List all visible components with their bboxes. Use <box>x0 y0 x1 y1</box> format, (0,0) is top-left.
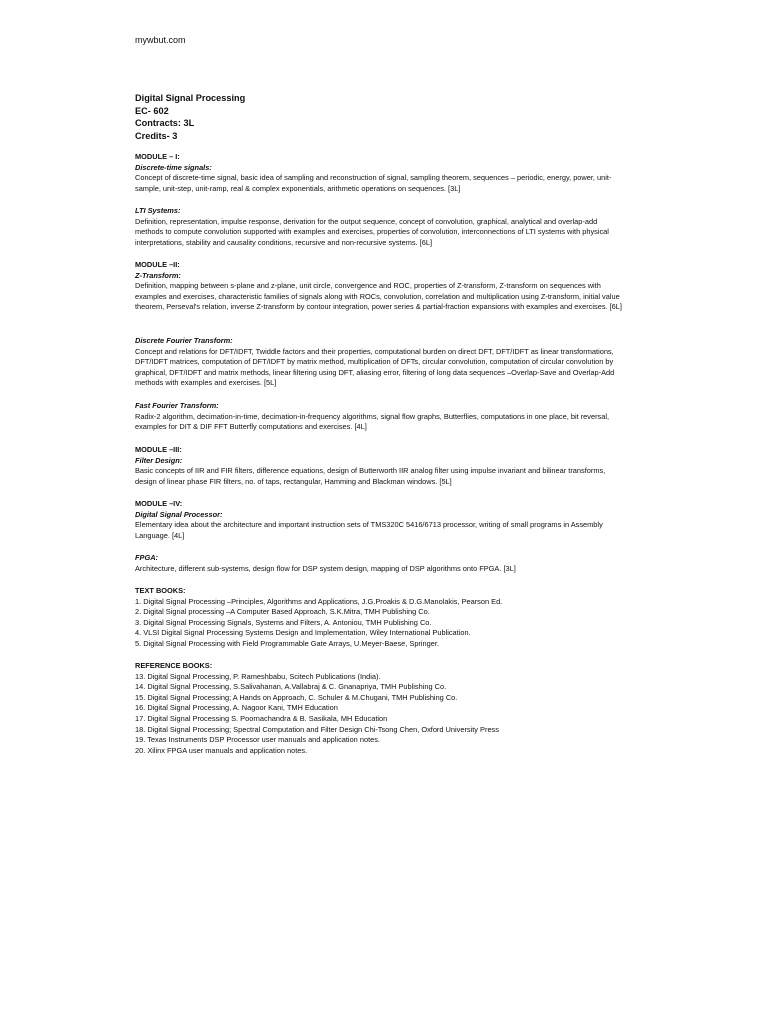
section-text: Radix-2 algorithm, decimation-in-time, decimation-in-frequency algorithms, signal flow graphs, Butterflies, computations in one place, bit reversal, examples for DIT & DIF FFT Butterfly computations and exercises. [4L] <box>135 411 610 432</box>
list-item: 5. Digital Signal Processing with Field Programmable Gate Arrays, U.Meyer-Baese, Springer. <box>135 638 439 648</box>
course-code: EC- 602 <box>135 105 169 116</box>
module-1-lti <box>135 206 627 248</box>
module-1 <box>135 152 627 194</box>
section-title: Fast Fourier Transform: <box>135 401 219 410</box>
module-4 <box>135 499 627 541</box>
section-title: Z-Transform: <box>135 270 181 280</box>
site-url: mywbut.com <box>135 35 186 45</box>
section-title: FPGA: <box>135 553 158 562</box>
list-item: 15. Digital Signal Processing; A Hands on Approach, C. Schuler & M.Chugani, TMH Publishing Co. <box>135 692 458 702</box>
course-title: Digital Signal Processing <box>135 93 246 103</box>
list-item: 13. Digital Signal Processing, P. Rameshbabu, Scitech Publications (India). <box>135 671 381 681</box>
list-item: 20. Xilinx FPGA user manuals and application notes. <box>135 745 308 755</box>
module-heading: MODULE –IV: <box>135 499 183 508</box>
section-text: Definition, mapping between s-plane and z-plane, unit circle, convergence and ROC, properties of Z-transform, Z-transform on sequences with examples and exercises, characteristic families of signals along with ROCs, convolution, correlation and multiplication using Z-transform, initial value theorem, Perseval's relation, inverse Z-transform by contour integration, power series & partial-fraction expansions with examples and exercises. [6L] <box>135 281 622 312</box>
list-item: 18. Digital Signal Processing; Spectral Computation and Filter Design Chi-Tsong Chen, Oxford University Press <box>135 724 499 734</box>
reference-books <box>135 661 627 756</box>
module-2-fft <box>135 401 627 433</box>
course-contracts: Contracts: 3L <box>135 118 195 128</box>
text-books-heading: TEXT BOOKS: <box>135 586 186 595</box>
section-text: Basic concepts of IIR and FIR filters, difference equations, design of Butterworth IIR analog filter using impulse invariant and bilinear transforms, design of linear phase FIR filters, no. of taps, rectangular, Hamming and Blackman windows. [5L] <box>135 466 606 486</box>
module-4-fpga <box>135 553 627 574</box>
section-text: Concept and relations for DFT/IDFT, Twiddle factors and their properties, computational burden on direct DFT, DFT/IDFT as linear transformations, DFT/IDFT matrices, computation of DFT/IDFT by matrix method, multiplication of DFTs, circular convolution, computation of circular convolution by graphical, DFT/IDFT and matrix methods, linear filtering using DFT, aliasing error, filtering of long data sequences –Overlap-Save and Overlap-Add methods with examples and exercises. [5L] <box>135 346 615 388</box>
list-item: 19. Texas Instruments DSP Processor user manuals and application notes. <box>135 735 380 745</box>
text-books <box>135 586 627 650</box>
reference-books-heading: REFERENCE BOOKS: <box>135 661 213 670</box>
section-text: Concept of discrete-time signal, basic idea of sampling and reconstruction of signal, sampling theorem, sequences – periodic, energy, power, unit-sample, unit-step, unit-ramp, real & complex exponentials, arithmetic operations on sequences. [3L] <box>135 173 612 193</box>
list-item: 2. Digital Signal processing –A Computer Based Approach, S.K.Mitra, TMH Publishing Co. <box>135 607 430 617</box>
section-title: LTI Systems: <box>135 206 181 215</box>
list-item: 17. Digital Signal Processing S. Poornachandra & B. Sasikala, MH Education <box>135 713 388 723</box>
section-text: Definition, representation, impulse response, derivation for the output sequence, concept of convolution, graphical, analytical and overlap-add methods to compute convolution supported with examples and exercises, properties of convolution, interconnections of LTI systems with physical interpretations, stability and causality conditions, recursive and non-recursive systems. [6L] <box>135 216 609 247</box>
list-item: 1. Digital Signal Processing –Principles, Algorithms and Applications, J.G.Proakis & D.G.Manolakis, Pearson Ed. <box>135 596 503 606</box>
module-2-dft <box>135 336 627 389</box>
module-2 <box>135 260 627 313</box>
module-heading: MODULE –II: <box>135 260 180 269</box>
list-item: 4. VLSI Digital Signal Processing Systems Design and Implementation, Wiley International Publication. <box>135 628 471 638</box>
module-heading: MODULE – I: <box>135 152 180 161</box>
list-item: 14. Digital Signal Processing, S.Salivahanan, A.Vallabraj & C. Gnanapriya, TMH Publishing Co. <box>135 682 447 692</box>
section-title: Digital Signal Processor: <box>135 509 223 519</box>
course-credits: Credits- 3 <box>135 130 178 141</box>
list-item: 16. Digital Signal Processing, A. Nagoor Kani, TMH Education <box>135 703 338 713</box>
course-header <box>135 92 245 142</box>
list-item: 3. Digital Signal Processing Signals, Systems and Filters, A. Antoniou, TMH Publishing Co. <box>135 617 432 627</box>
section-title: Filter Design: <box>135 455 183 465</box>
section-title: Discrete Fourier Transform: <box>135 336 233 345</box>
section-text: Architecture, different sub-systems, design flow for DSP system design, mapping of DSP algorithms onto FPGA. [3L] <box>135 563 516 573</box>
module-3 <box>135 445 627 487</box>
section-title: Discrete-time signals: <box>135 162 212 172</box>
section-text: Elementary idea about the architecture and important instruction sets of TMS320C 5416/6713 processor, writing of small programs in Assembly Language. [4L] <box>135 520 603 540</box>
module-heading: MODULE –III: <box>135 445 182 454</box>
